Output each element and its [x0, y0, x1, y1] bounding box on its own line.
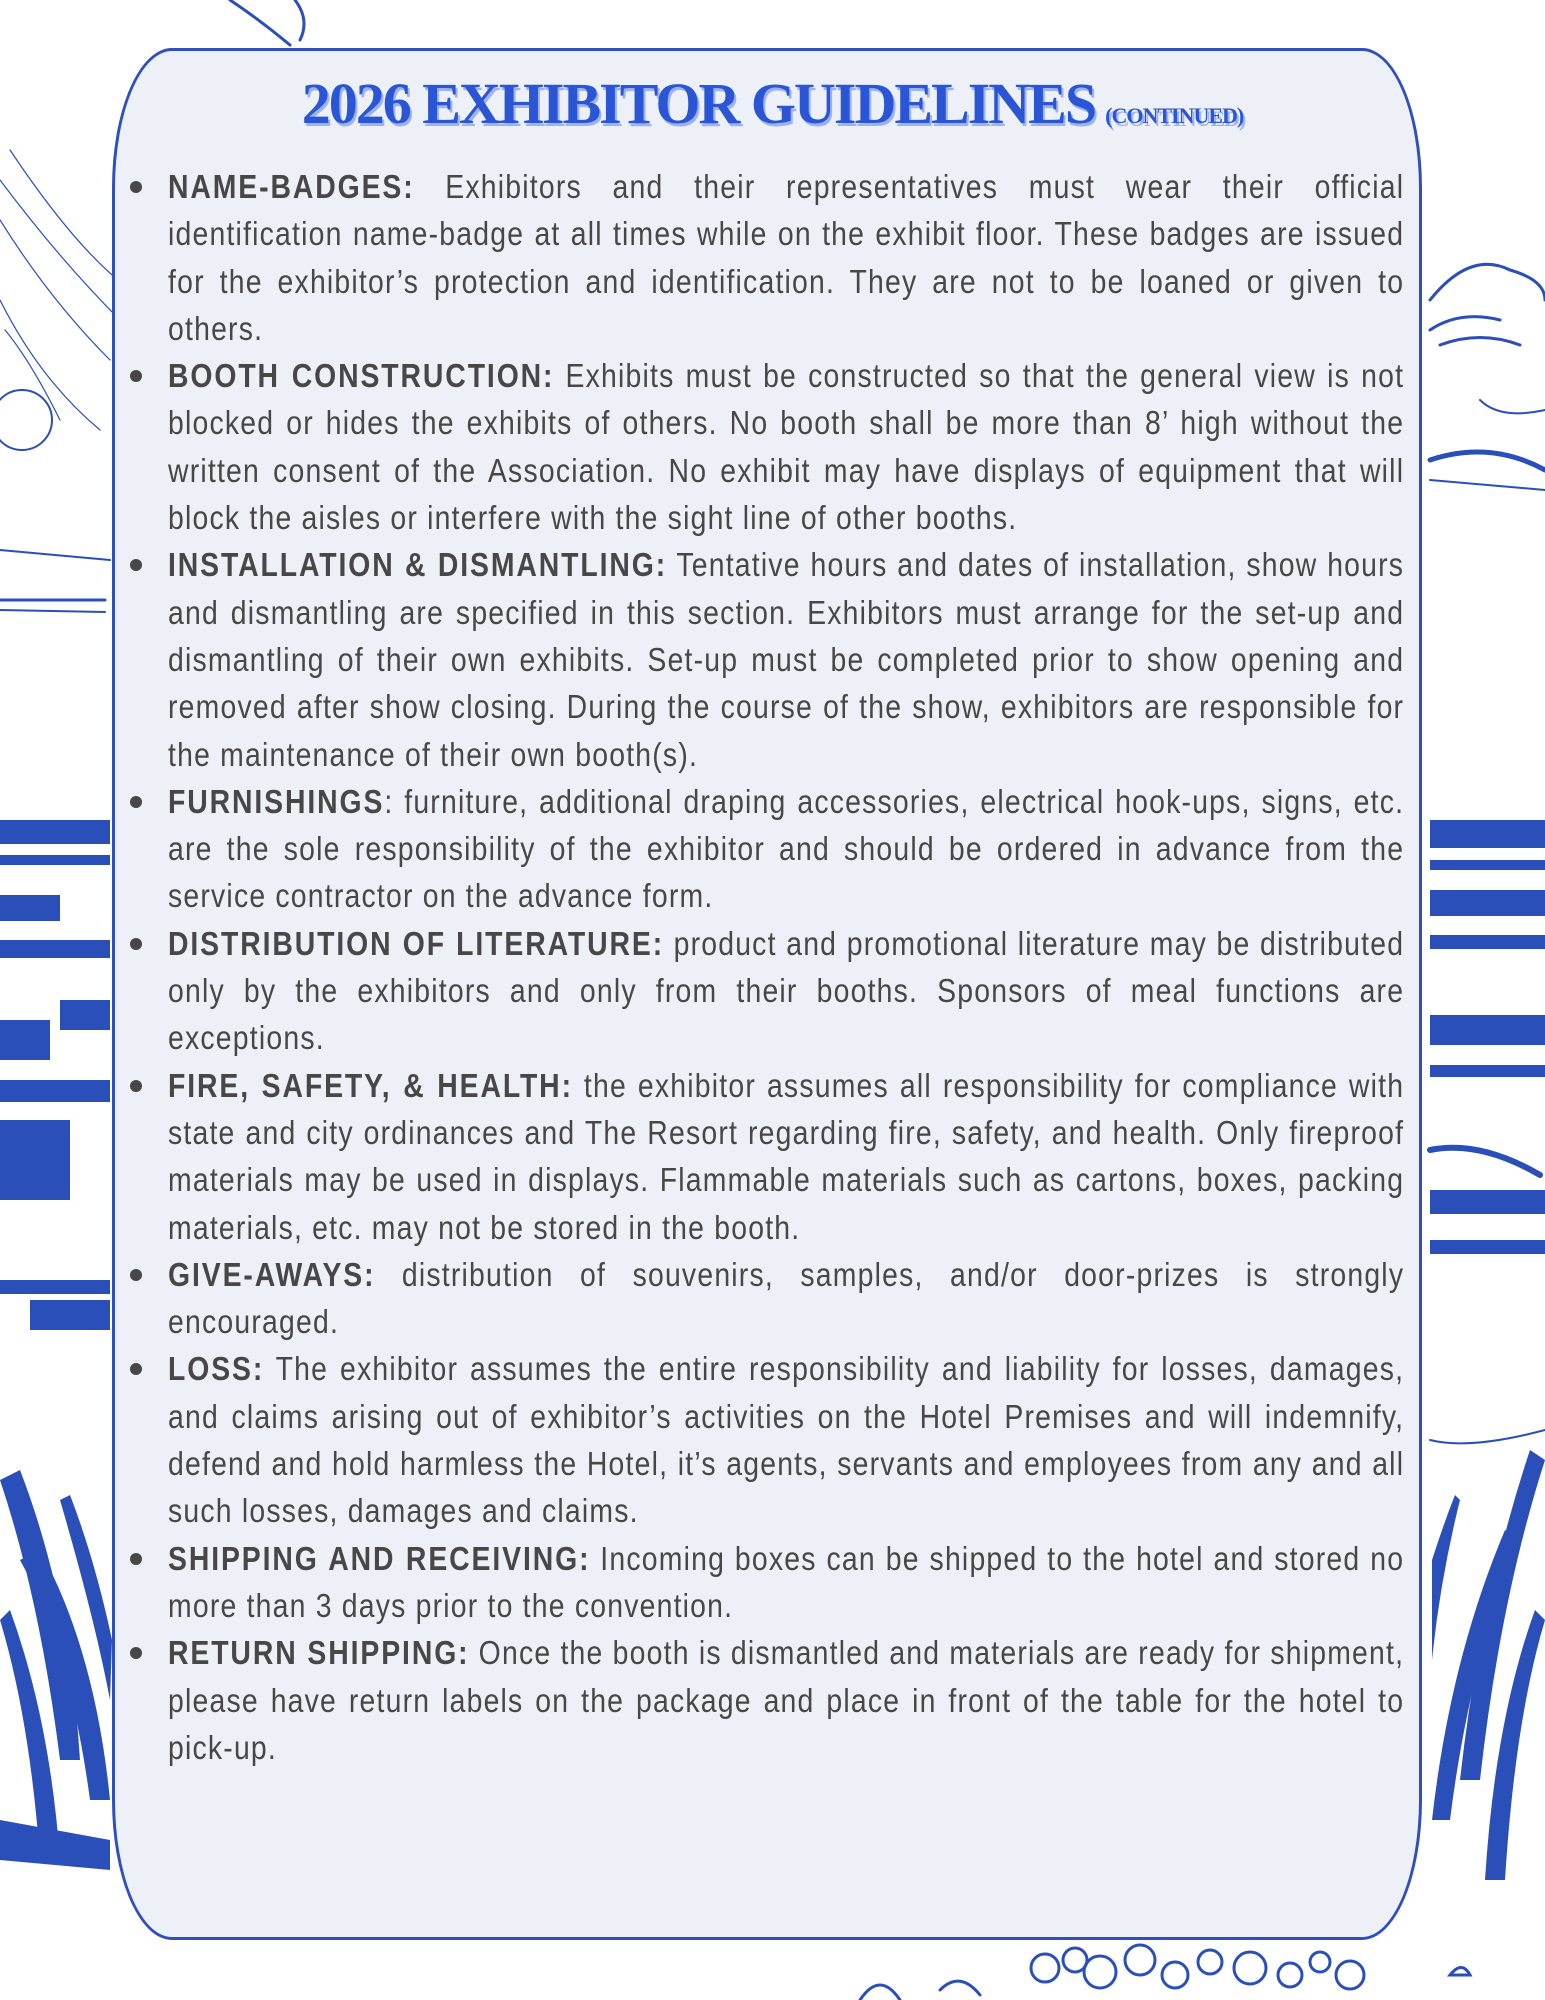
guideline-term: RETURN SHIPPING: — [168, 1634, 470, 1672]
guideline-term: FIRE, SAFETY, & HEALTH: — [168, 1066, 573, 1104]
guideline-term: DISTRIBUTION OF LITERATURE: — [168, 924, 665, 962]
guideline-term: INSTALLATION & DISMANTLING: — [168, 546, 668, 584]
guideline-text: Exhibitors and their representatives must wear their official identification name-badge at all times while on the exhibit floor. These badges are issued for the exhibitor’s protection and identification. They are not to be loaned or given to others. — [168, 168, 1405, 347]
guideline-term: FURNISHINGS — [168, 782, 385, 820]
page-title — [0, 70, 1545, 137]
guideline-text: the exhibitor assumes all responsibility for compliance with state and city ordinances and The Resort regarding fire, safety, and health. Only fireproof materials may be used in displays. Flammable materials such as cartons, boxes, packing materials, etc. may not be stored in the booth. — [168, 1066, 1405, 1246]
guideline-item — [168, 1629, 1404, 1771]
title-continued: (CONTINUED) — [1105, 103, 1244, 128]
guideline-text: Tentative hours and dates of installation, show hours and dismantling are specified in this section. Exhibitors must arrange for the set-up and dismantling of their own exhibits. Set-up must be completed prior to show opening and removed after show closing. During the course of the show, exhibitors are responsible for the maintenance of their own booth(s). — [168, 546, 1405, 773]
guideline-item — [168, 1535, 1404, 1630]
guideline-text: The exhibitor assumes the entire responsibility and liability for losses, damages, and claims arising out of exhibitor’s activities on the Hotel Premises and will indemnify, defend and hold harmless the Hotel, it’s agents, servants and employees from any and all such losses, damages and claims. — [168, 1350, 1405, 1530]
guideline-item — [168, 1251, 1404, 1346]
guideline-item — [168, 352, 1404, 541]
guideline-item — [168, 541, 1404, 777]
guideline-term: LOSS: — [168, 1350, 265, 1388]
guideline-term: NAME-BADGES: — [168, 168, 415, 205]
guideline-item — [168, 778, 1404, 920]
guideline-term: GIVE-AWAYS: — [168, 1255, 376, 1293]
guideline-item — [168, 1345, 1404, 1534]
guideline-text: : furniture, additional draping accessories, electrical hook-ups, signs, etc. are the sole responsibility of the exhibitor and should be ordered in advance from the service contractor on the advance form. — [168, 782, 1405, 915]
guideline-text: Exhibits must be constructed so that the general view is not blocked or hides the exhibits of others. No booth shall be more than 8’ high without the written consent of the Association. No exhibit may have displays of equipment that will block the aisles or interfere with the sight line of other booths. — [168, 357, 1405, 537]
guideline-item — [168, 163, 1404, 352]
title-main: 2026 EXHIBITOR GUIDELINES — [301, 71, 1096, 136]
guideline-term: SHIPPING AND RECEIVING: — [168, 1539, 591, 1577]
guidelines-list — [168, 163, 1404, 1771]
guideline-text: distribution of souvenirs, samples, and/or door-prizes is strongly encouraged. — [168, 1255, 1405, 1341]
guideline-text: Once the booth is dismantled and materials are ready for shipment, please have return labels on the package and place in front of the table for the hotel to pick-up. — [168, 1634, 1405, 1766]
guideline-text: Incoming boxes can be shipped to the hotel and stored no more than 3 days prior to the convention. — [168, 1539, 1405, 1624]
guideline-item — [168, 1062, 1404, 1251]
guideline-term: BOOTH CONSTRUCTION: — [168, 357, 555, 395]
guideline-text: product and promotional literature may be distributed only by the exhibitors and only from their booths. Sponsors of meal functions are exceptions. — [168, 924, 1405, 1057]
guideline-item — [168, 920, 1404, 1062]
